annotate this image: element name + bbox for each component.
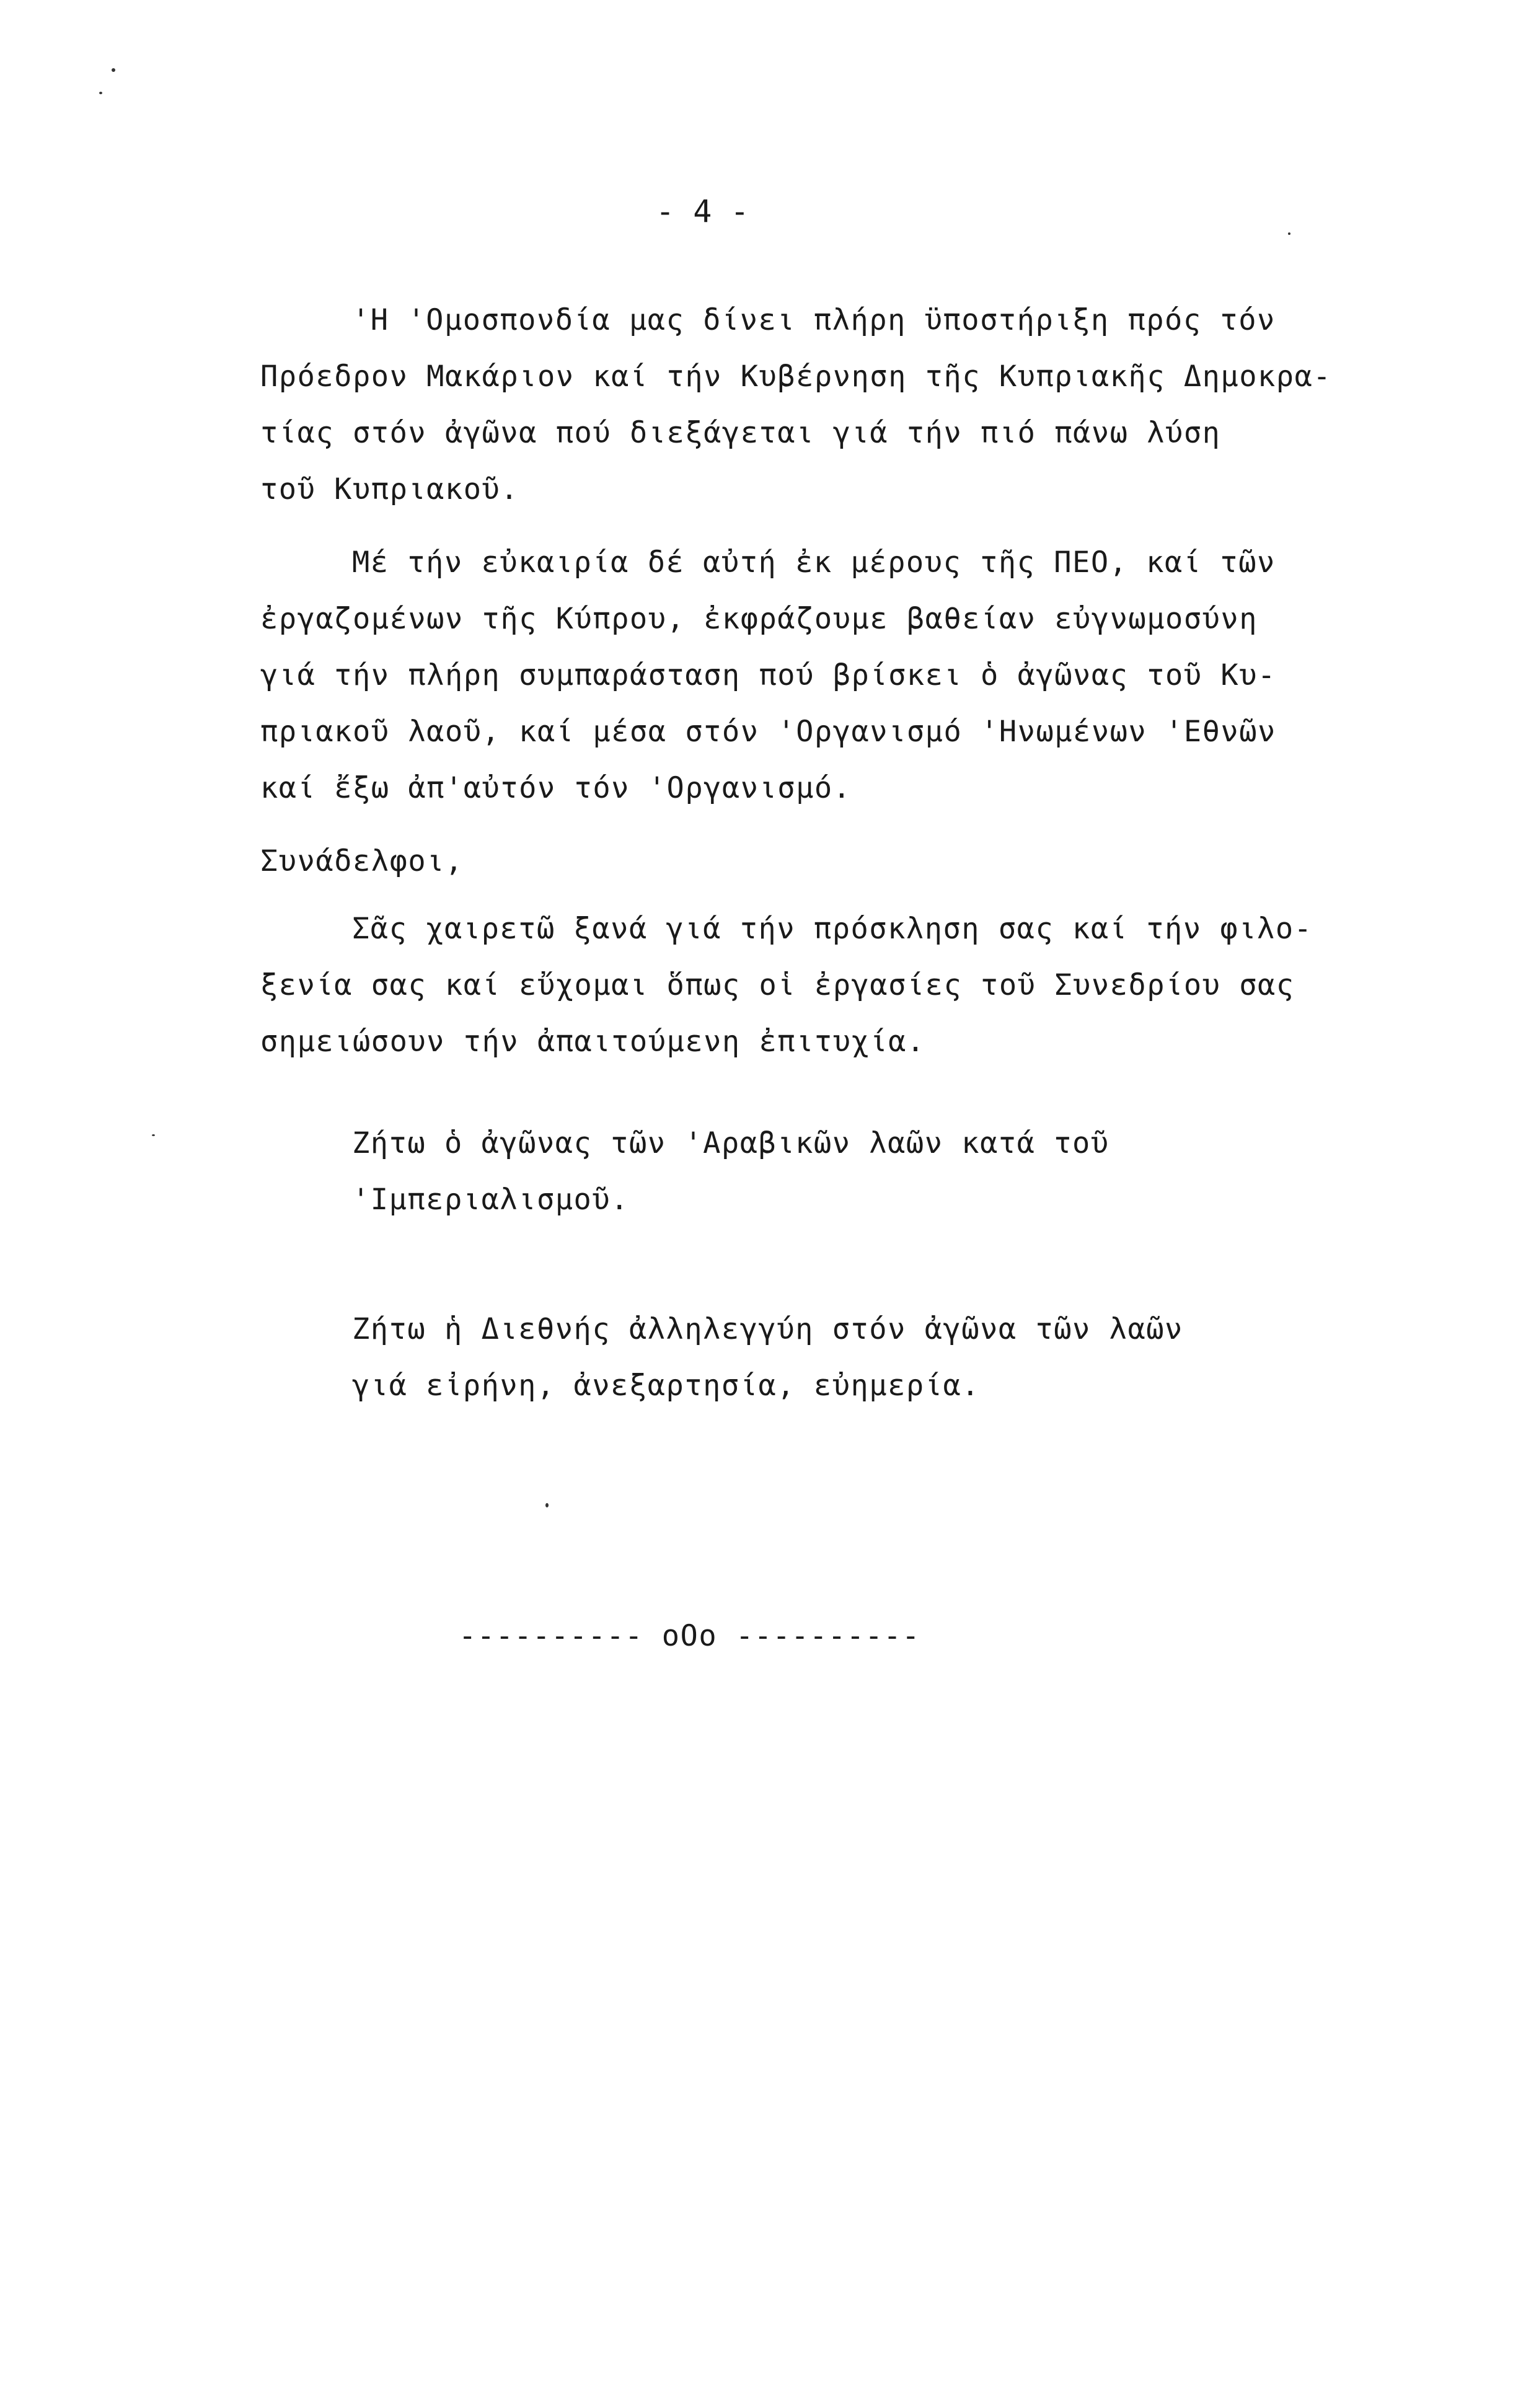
paragraph-1-line-4: τοῦ Κυπριακοῦ. [260,472,519,506]
paragraph-1-line-1: 'Η 'Ομοσπονδία μας δίνει πλήρη ϋποστήριξη πρός τόν [352,303,1276,337]
paragraph-2-line-3: γιά τήν πλήρη συμπαράσταση πού βρίσκει ὁ ἀγῶνας τοῦ Κυ- [260,658,1276,692]
paragraph-2-line-4: πριακοῦ λαοῦ, καί μέσα στόν 'Οργανισμό 'Ηνωμένων 'Εθνῶν [260,715,1276,749]
paragraph-1-line-2: Πρόεδρον Μακάριον καί τήν Κυβέρνηση τῆς Κυπριακῆς Δημοκρα- [260,359,1332,394]
scan-speck [99,92,102,94]
salutation: Συνάδελφοι, [260,844,464,878]
paragraph-4-line-2: 'Ιμπεριαλισμοῦ. [352,1183,629,1217]
paragraph-2-line-2: ἐργαζομένων τῆς Κύπρου, ἐκφράζουμε βαθείαν εὐγνωμοσύνη [260,602,1258,636]
end-mark: ---------- oOo ---------- [459,1619,920,1653]
scan-speck [1288,232,1290,235]
paragraph-2-line-5: καί ἔξω ἀπ'αὐτόν τόν 'Οργανισμό. [260,771,852,805]
scan-speck [112,68,115,72]
paragraph-3-line-2: ξενία σας καί εὔχομαι ὅπως οἱ ἐργασίες τοῦ Συνεδρίου σας [260,968,1295,1002]
paragraph-5-line-1: Ζήτω ἡ Διεθνής ἀλληλεγγύη στόν ἀγῶνα τῶν λαῶν [352,1312,1183,1346]
paragraph-3-line-1: Σᾶς χαιρετῶ ξανά γιά τήν πρόσκληση σας καί τήν φιλο- [352,912,1313,946]
paragraph-4-line-1: Ζήτω ὁ ἀγῶνας τῶν 'Αραβικῶν λαῶν κατά τοῦ [352,1126,1109,1160]
paragraph-2-line-1: Μέ τήν εὐκαιρία δέ αὐτή ἐκ μέρους τῆς ΠΕΟ, καί τῶν [352,545,1276,580]
page-number: - 4 - [656,193,749,229]
paragraph-1-line-3: τίας στόν ἀγῶνα πού διεξάγεται γιά τήν πιό πάνω λύση [260,416,1221,450]
paragraph-5-line-2: γιά εἰρήνη, ἀνεξαρτησία, εὐημερία. [352,1369,981,1403]
paragraph-3-line-3: σημειώσουν τήν ἀπαιτούμενη ἐπιτυχία. [260,1025,925,1059]
scan-speck [545,1503,549,1507]
scan-speck [152,1134,155,1136]
